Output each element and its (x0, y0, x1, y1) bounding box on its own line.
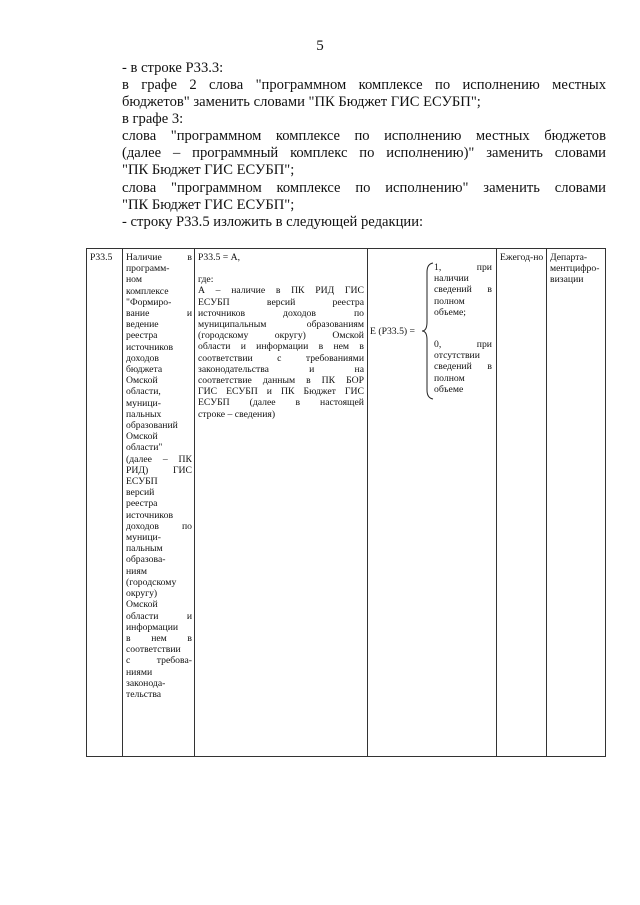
text-word: требованиями (305, 352, 364, 364)
text-line (434, 361, 492, 372)
text-word: (далее (249, 397, 276, 409)
paragraph-line: "ПК Бюджет ГИС ЕСУБП"; (122, 162, 295, 178)
text-line (126, 342, 192, 353)
text-line (126, 644, 192, 655)
text-line (126, 498, 192, 509)
text-word: ГИС (172, 464, 192, 476)
text-line (126, 510, 192, 521)
text-word: полном (434, 295, 465, 307)
text-word: Омской (126, 375, 158, 387)
text-word: образованиям (306, 319, 364, 331)
text-line (126, 689, 192, 700)
text-line (434, 273, 492, 284)
text-word: образова- (126, 554, 166, 566)
text-word: Омской (332, 330, 364, 342)
text-word: бюджета (126, 364, 163, 376)
para-column-3 (122, 111, 606, 128)
text-line (434, 384, 492, 395)
text-word: РИД (315, 285, 335, 297)
text-word: информации (256, 341, 309, 353)
text-word: области, (126, 386, 161, 398)
text-word: ГИС (344, 285, 364, 297)
text-word: ГИС (344, 386, 364, 398)
text-word: пальных (126, 408, 162, 420)
calc-description (198, 285, 364, 419)
table-cell-period (500, 252, 544, 263)
text-line (198, 375, 364, 386)
text-line (198, 330, 364, 341)
text-line (126, 622, 192, 633)
text-line (434, 373, 492, 384)
text-word: ном (126, 274, 142, 286)
text-word: настоящей (320, 397, 364, 409)
para-words-1 (86, 128, 606, 179)
text-line (126, 521, 192, 532)
table-divider (367, 249, 368, 756)
text-word: ПК (178, 453, 192, 465)
text-line (198, 319, 364, 330)
text-line (126, 588, 192, 599)
text-word: комплексе (126, 285, 169, 297)
formula-label: Е (Р33.5) = (370, 326, 416, 337)
text-word: требова- (156, 655, 192, 667)
text-line (126, 532, 192, 543)
text-word: пальным (126, 543, 163, 555)
text-word: (городскому (126, 576, 177, 588)
text-line (126, 319, 192, 330)
paragraph-line: - строку Р33.5 изложить в следующей редакции: (122, 214, 424, 230)
text-word: в (318, 341, 324, 353)
text-line (126, 386, 192, 397)
text-line (434, 296, 492, 307)
case-zero (434, 339, 492, 395)
paragraph-line: (далее – программный комплекс по исполнению)" заменить словами (122, 145, 606, 161)
text-word: доходов (126, 352, 159, 364)
text-word: в (359, 341, 364, 353)
text-word: округу) (126, 588, 158, 600)
calc-where: где: (198, 274, 214, 286)
text-line (126, 454, 192, 465)
paragraph-line: слова "программном комплексе по исполнению" заменить словами (122, 180, 606, 196)
table-divider (122, 249, 123, 756)
text-word: (далее (126, 453, 152, 465)
text-line (126, 465, 192, 476)
text-line (126, 442, 192, 453)
text-word: соответствие (198, 375, 252, 387)
text-word: источников (126, 341, 174, 353)
paragraph-line: цифро- (569, 263, 600, 275)
text-word: ЕСУБП (198, 397, 230, 409)
text-word: в (487, 284, 492, 296)
text-word: и (266, 386, 272, 398)
text-word: нем (151, 632, 167, 644)
text-line (198, 341, 364, 352)
text-word: Наличие (126, 252, 162, 263)
text-line (126, 487, 192, 498)
text-word: версий (266, 296, 296, 308)
text-word: Бюджет (303, 386, 336, 398)
table-divider (194, 249, 195, 756)
text-line (126, 611, 192, 622)
text-line (126, 375, 192, 386)
text-line (126, 353, 192, 364)
paragraph-line: слова "программном комплексе по исполнению местных бюджетов (122, 128, 606, 144)
text-line (198, 397, 364, 408)
text-word: объеме (434, 383, 464, 395)
paragraph-line: мент (550, 263, 570, 275)
text-word: источников (198, 307, 246, 319)
text-line (126, 252, 192, 263)
text-word: соответствии (198, 352, 253, 364)
text-word: ЕСУБП (226, 386, 258, 398)
text-word: РИД) (126, 464, 149, 476)
text-word: в (275, 285, 281, 297)
text-word: образований (126, 420, 178, 432)
text-line (126, 577, 192, 588)
text-word: ПК (281, 386, 295, 398)
text-word: и (240, 341, 246, 353)
paragraph-line: "ПК Бюджет ГИС ЕСУБП"; (122, 197, 295, 213)
text-word: ГИС (198, 386, 218, 398)
text-word: муници- (126, 532, 161, 544)
text-line (126, 476, 192, 487)
text-word: области (126, 610, 159, 622)
text-line (126, 330, 192, 341)
text-word: муниципальным (198, 319, 267, 331)
text-word: вание (126, 308, 150, 320)
text-line (126, 398, 192, 409)
text-line (198, 409, 364, 420)
paragraph-line: Департа- (550, 252, 588, 263)
text-word: строке – сведения) (198, 408, 276, 420)
text-line (126, 431, 192, 442)
text-word: доходов (126, 520, 159, 532)
text-word: версий (126, 487, 155, 499)
text-word: источников (126, 509, 174, 521)
text-word: по (353, 307, 364, 319)
text-word: и (186, 610, 192, 622)
text-word: реестра (332, 296, 364, 308)
text-word: ЕСУБП (198, 296, 230, 308)
text-word: "Формиро- (126, 296, 172, 308)
paragraph-line: но (533, 252, 544, 263)
table-cell-calculation (198, 252, 364, 420)
text-line (126, 655, 192, 666)
text-line (126, 274, 192, 285)
text-word: с (126, 655, 131, 667)
page-number: 5 (316, 38, 324, 54)
paragraph-line: в графе 3: (122, 111, 184, 127)
text-word: при (476, 262, 492, 273)
text-word: в (487, 361, 492, 373)
paragraph-line: - в строке Р33.3: (122, 60, 224, 76)
curly-brace-icon (421, 262, 435, 400)
text-line (126, 599, 192, 610)
table-cell-name (126, 252, 192, 700)
paragraph-line: в графе 2 слова "программном комплексе по исполнению местных (122, 77, 606, 93)
text-word: муници- (126, 397, 161, 409)
text-line (434, 339, 492, 350)
text-word: ведение (126, 319, 159, 331)
text-word: 1, (434, 262, 442, 273)
paragraph-line: Ежегод- (500, 252, 534, 263)
text-word: сведений (434, 361, 472, 373)
text-word: по (181, 520, 192, 532)
text-word: области" (126, 442, 163, 454)
text-word: наличии (434, 273, 469, 285)
text-word: Омской (126, 431, 158, 443)
text-word: и (309, 363, 315, 375)
para-column-2 (86, 77, 606, 111)
text-word: Омской (126, 599, 158, 611)
text-line (126, 308, 192, 319)
text-line (126, 263, 192, 274)
para-line-p33-3 (122, 60, 606, 77)
text-word: в (306, 375, 311, 387)
text-word: отсутствии (434, 350, 480, 362)
text-line (434, 262, 492, 273)
paragraph-line: бюджетов" заменить словами "ПК Бюджет ГИС ЕСУБП"; (122, 94, 481, 110)
text-word: – (215, 285, 221, 297)
text-line (434, 307, 492, 318)
text-word: законода- (126, 677, 166, 689)
text-line (126, 667, 192, 678)
text-line (126, 678, 192, 689)
text-line (126, 554, 192, 565)
text-line (198, 364, 364, 375)
text-word: области (198, 341, 231, 353)
text-line (126, 566, 192, 577)
text-line (126, 297, 192, 308)
table-divider (496, 249, 497, 756)
text-line (126, 364, 192, 375)
text-word: в (295, 397, 301, 409)
text-line (198, 308, 364, 319)
text-word: реестра (126, 330, 158, 342)
text-word: реестра (126, 498, 158, 510)
text-word: ЕСУБП (126, 476, 158, 488)
text-line (198, 386, 364, 397)
table-cell-department (550, 252, 604, 286)
calc-formula: Р33.5 = А, (198, 252, 241, 263)
table-divider (546, 249, 547, 756)
text-line (198, 285, 364, 296)
text-word: ниями (126, 666, 153, 678)
text-word: (городскому (198, 330, 249, 342)
text-line (198, 297, 364, 308)
text-word: наличие (231, 285, 266, 297)
indicator-code: Р33.5 (90, 252, 113, 263)
text-line (126, 409, 192, 420)
text-word: БОР (346, 375, 364, 387)
para-words-2 (86, 180, 606, 214)
paragraph-line: визации (550, 274, 584, 286)
text-word: ПК (321, 375, 336, 387)
text-line (126, 543, 192, 554)
text-word: А (198, 285, 205, 297)
text-word: законодательства (198, 363, 269, 375)
text-word: полном (434, 372, 465, 384)
text-word: данным (262, 375, 296, 387)
text-line (198, 353, 364, 364)
text-word: ПК (291, 285, 305, 297)
text-word: соответствии (126, 644, 181, 656)
text-word: на (354, 363, 364, 375)
text-word: при (476, 339, 492, 350)
text-line (126, 633, 192, 644)
text-word: нем (333, 341, 350, 353)
text-line (434, 284, 492, 295)
text-word: тельства (126, 688, 162, 700)
text-word: ниям (126, 565, 147, 577)
text-line (126, 420, 192, 431)
text-word: в (187, 632, 192, 644)
text-word: округу) (274, 330, 306, 342)
text-word: доходов (283, 307, 316, 319)
text-word: в (187, 252, 192, 263)
para-line-p33-5 (122, 214, 606, 231)
text-word: информации (126, 621, 179, 633)
text-word: в (126, 632, 131, 644)
table-cell-code (90, 252, 120, 263)
text-word: и (186, 308, 192, 320)
text-word: – (162, 453, 168, 465)
text-word: 0, (434, 339, 442, 350)
text-line (434, 350, 492, 361)
text-word: объеме; (434, 306, 466, 318)
case-one (434, 262, 492, 318)
indicator-table (86, 248, 606, 757)
text-word: с (277, 352, 282, 364)
text-line (126, 286, 192, 297)
text-word: сведений (434, 284, 472, 296)
text-word: программ- (126, 263, 170, 275)
